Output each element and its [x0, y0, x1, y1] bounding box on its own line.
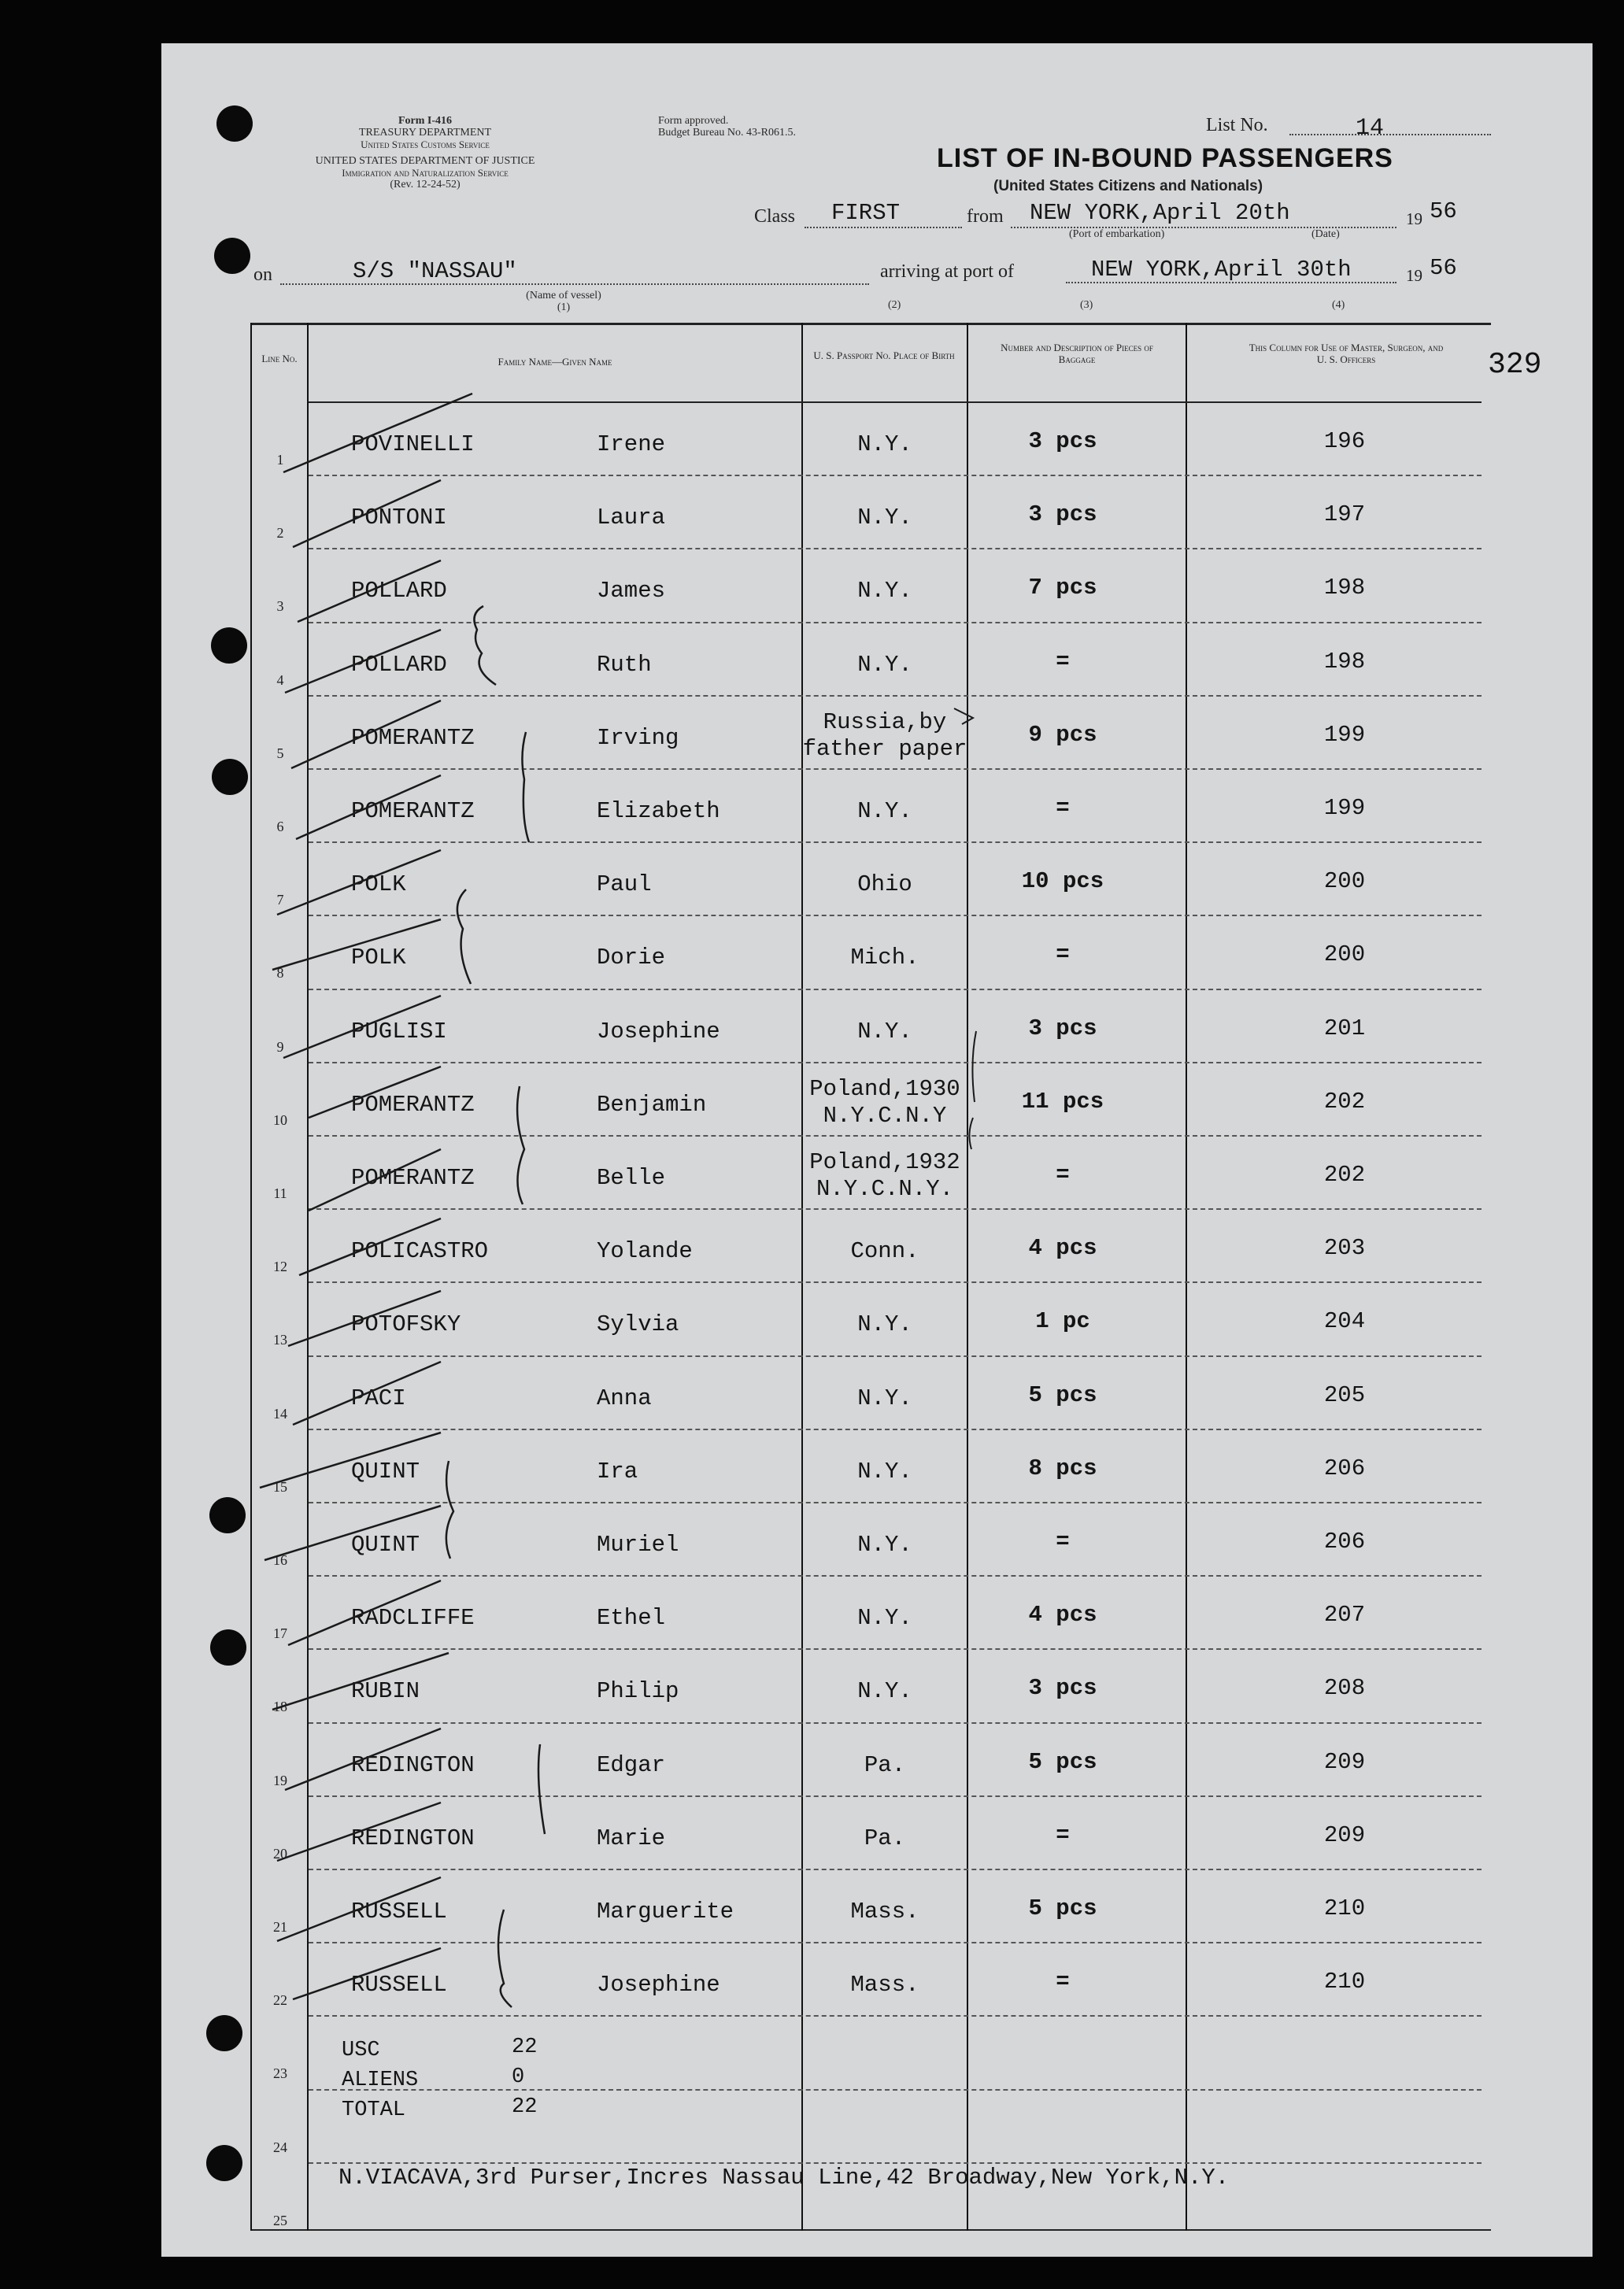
column-ref-2: (2): [888, 299, 901, 311]
year-prefix-2: 19: [1406, 266, 1422, 285]
column-ref-4: (4): [1332, 299, 1345, 311]
line-number: 13: [273, 1332, 287, 1348]
form-number: Form I-416: [398, 115, 453, 127]
place-of-birth: Russia,by: [823, 708, 947, 735]
officer-number: 210: [1323, 1969, 1366, 1995]
place-of-birth: Mich.: [850, 945, 919, 971]
given-name: Philip: [597, 1678, 679, 1705]
officer-number: 198: [1323, 575, 1366, 601]
place-of-birth: Poland,1930: [809, 1075, 960, 1102]
row-divider: [309, 548, 1482, 549]
from-label: from: [967, 206, 1004, 227]
baggage-count: 3 pcs: [1028, 428, 1097, 454]
officer-number: 200: [1323, 941, 1366, 968]
place-of-birth: Pa.: [864, 1751, 906, 1778]
family-name: POMERANTZ: [351, 1091, 475, 1118]
punch-hole: [206, 2145, 242, 2181]
baggage-count: =: [1056, 648, 1070, 675]
form-header-left: [252, 115, 598, 190]
place-of-birth: Pa.: [864, 1825, 906, 1851]
family-name: POLLARD: [351, 578, 447, 605]
family-name: QUINT: [351, 1532, 420, 1558]
place-of-birth: Conn.: [850, 1238, 919, 1265]
page-title: LIST OF IN-BOUND PASSENGERS: [937, 143, 1393, 173]
place-of-birth-detail: N.Y.C.N.Y: [823, 1102, 947, 1129]
vessel-caption-text: (Name of vessel): [526, 290, 601, 301]
dept-treasury-sub: United States Customs Service: [361, 139, 490, 150]
officer-number: 205: [1323, 1381, 1366, 1408]
year-value-1: 56: [1430, 198, 1457, 224]
officer-number: 207: [1323, 1602, 1366, 1629]
officer-number: 206: [1323, 1455, 1366, 1481]
arriving-value: NEW YORK,April 30th: [1091, 257, 1352, 283]
line-number: 14: [273, 1405, 287, 1422]
family-name: POTOFSKY: [351, 1311, 461, 1338]
page-subtitle: (United States Citizens and Nationals): [993, 178, 1263, 194]
place-of-birth: N.Y.: [857, 651, 912, 678]
officer-number: 198: [1323, 648, 1366, 675]
place-of-birth: Poland,1932: [809, 1149, 960, 1175]
family-name: PACI: [351, 1385, 406, 1411]
row-divider: [309, 2162, 1482, 2164]
given-name: Anna: [597, 1385, 652, 1411]
given-name: Belle: [597, 1165, 666, 1191]
officer-number: 197: [1323, 501, 1366, 528]
place-of-birth: N.Y.: [857, 1018, 912, 1045]
officer-number: 209: [1323, 1821, 1366, 1848]
baggage-count: 5 pcs: [1028, 1748, 1097, 1775]
baggage-count: =: [1056, 1529, 1070, 1555]
place-of-birth: N.Y.: [857, 1678, 912, 1705]
place-of-birth-detail: N.Y.C.N.Y.: [816, 1176, 954, 1202]
baggage-count: =: [1056, 1162, 1070, 1188]
given-name: Edgar: [597, 1751, 666, 1778]
row-divider: [309, 475, 1482, 476]
baggage-count: =: [1056, 1821, 1070, 1848]
total-value: 22: [512, 2036, 538, 2059]
row-divider: [309, 1062, 1482, 1063]
col-divider-passport: [967, 323, 968, 2231]
baggage-count: =: [1056, 941, 1070, 968]
column-ref-1: (1): [557, 301, 571, 313]
place-of-birth: N.Y.: [857, 505, 912, 531]
line-number: 5: [276, 745, 284, 761]
arriving-label: arriving at port of: [880, 261, 1014, 282]
baggage-count: 3 pcs: [1028, 501, 1097, 528]
line-number: 25: [273, 2212, 287, 2228]
place-of-birth: N.Y.: [857, 1385, 912, 1411]
row-divider: [309, 1208, 1482, 1210]
col-divider-line: [307, 323, 309, 2231]
total-label: TOTAL: [342, 2099, 406, 2122]
column-ref-3: (3): [1080, 299, 1093, 311]
total-value: 22: [512, 2095, 538, 2119]
table-top-border: [250, 323, 1491, 325]
given-name: Laura: [597, 505, 666, 531]
line-number: 7: [276, 892, 284, 908]
officer-number: 202: [1323, 1088, 1366, 1115]
officer-number: 196: [1323, 428, 1366, 454]
baggage-count: 8 pcs: [1028, 1455, 1097, 1481]
row-divider: [309, 1795, 1482, 1797]
officer-number: 210: [1323, 1895, 1366, 1921]
family-name: REDINGTON: [351, 1825, 475, 1851]
family-name: POLLARD: [351, 651, 447, 678]
col-header-line: Line No.: [261, 353, 298, 364]
place-of-birth: Ohio: [857, 871, 912, 898]
col-header-baggage: Number and Description of Pieces of Baggage: [1001, 342, 1153, 365]
punch-hole: [216, 105, 253, 142]
header-bottom-border: [309, 401, 1482, 403]
punch-hole: [212, 759, 248, 795]
place-of-birth: Mass.: [850, 1972, 919, 1999]
line-number: 4: [276, 671, 284, 688]
family-name: POMERANTZ: [351, 1165, 475, 1191]
place-of-birth: Mass.: [850, 1899, 919, 1925]
place-of-birth: N.Y.: [857, 1532, 912, 1558]
line-number: 24: [273, 2139, 287, 2155]
baggage-count: 4 pcs: [1028, 1602, 1097, 1629]
given-name: Marguerite: [597, 1899, 734, 1925]
line-number: 3: [276, 598, 284, 615]
given-name: Dorie: [597, 945, 666, 971]
baggage-count: 3 pcs: [1028, 1015, 1097, 1041]
baggage-count: 11 pcs: [1021, 1088, 1104, 1115]
list-no-line: [1289, 134, 1491, 135]
date-caption: (Date): [1311, 228, 1340, 240]
officer-number: 199: [1323, 721, 1366, 748]
line-number: 9: [276, 1038, 284, 1055]
officer-number: 200: [1323, 868, 1366, 895]
officer-number: 208: [1323, 1675, 1366, 1702]
table-bottom-border: [250, 2229, 1491, 2231]
port-caption: (Port of embarkation): [1069, 228, 1165, 240]
baggage-count: 7 pcs: [1028, 575, 1097, 601]
family-name: RADCLIFFE: [351, 1605, 475, 1632]
class-line: [805, 227, 962, 228]
given-name: Irene: [597, 431, 666, 457]
baggage-count: =: [1056, 795, 1070, 821]
form-approved: Form approved.: [658, 115, 729, 127]
punch-hole: [206, 2015, 242, 2051]
from-value: NEW YORK,April 20th: [1030, 200, 1290, 226]
page-number: 329: [1488, 348, 1542, 382]
given-name: Paul: [597, 871, 652, 898]
place-of-birth: N.Y.: [857, 1458, 912, 1485]
dept-justice-sub: Immigration and Naturalization Service: [342, 167, 509, 179]
line-number: 6: [276, 819, 284, 834]
year-value-2: 56: [1430, 255, 1457, 281]
punch-hole: [211, 627, 247, 664]
officer-number: 206: [1323, 1529, 1366, 1555]
line-number: 10: [273, 1111, 287, 1128]
row-divider: [309, 1429, 1482, 1430]
vessel-name: S/S "NASSAU": [353, 258, 517, 284]
total-value: 0: [512, 2065, 525, 2089]
punch-hole: [209, 1497, 246, 1533]
row-divider: [309, 1942, 1482, 1943]
list-no-value: 14: [1356, 115, 1385, 142]
on-label: on: [253, 264, 272, 285]
form-approval: [658, 115, 796, 139]
row-divider: [309, 1648, 1482, 1650]
officer-number: 201: [1323, 1015, 1366, 1041]
line-number: 2: [276, 525, 284, 542]
row-divider: [309, 1355, 1482, 1357]
family-name: POVINELLI: [351, 431, 475, 457]
given-name: Josephine: [597, 1972, 720, 1999]
baggage-count: 1 pc: [1035, 1308, 1090, 1335]
given-name: Ethel: [597, 1605, 666, 1632]
given-name: Ruth: [597, 651, 652, 678]
form-revision: (Rev. 12-24-52): [390, 179, 461, 190]
family-name: PUGLISI: [351, 1018, 447, 1045]
officer-number: 202: [1323, 1162, 1366, 1188]
line-number: 18: [273, 1699, 287, 1715]
line-number: 1: [276, 452, 284, 468]
row-divider: [309, 1135, 1482, 1137]
row-divider: [309, 1575, 1482, 1577]
line-number: 12: [273, 1259, 287, 1275]
baggage-count: 4 pcs: [1028, 1235, 1097, 1262]
given-name: Josephine: [597, 1018, 720, 1045]
table-left-border: [250, 323, 252, 2231]
officer-number: 203: [1323, 1235, 1366, 1262]
family-name: POLK: [351, 871, 406, 898]
baggage-count: =: [1056, 1969, 1070, 1995]
punch-hole: [214, 238, 250, 274]
officer-number: 204: [1323, 1308, 1366, 1335]
family-name: PONTONI: [351, 505, 447, 531]
family-name: POLICASTRO: [351, 1238, 489, 1265]
vessel-caption: [516, 290, 611, 313]
baggage-count: 9 pcs: [1028, 721, 1097, 748]
baggage-count: 5 pcs: [1028, 1895, 1097, 1921]
place-of-birth: N.Y.: [857, 431, 912, 457]
place-of-birth-detail: father paper: [802, 735, 967, 762]
family-name: REDINGTON: [351, 1751, 475, 1778]
given-name: Muriel: [597, 1532, 679, 1558]
given-name: Ira: [597, 1458, 638, 1485]
line-number: 11: [273, 1185, 287, 1201]
line-number: 22: [273, 1992, 287, 2009]
given-name: Sylvia: [597, 1311, 679, 1338]
line-number: 15: [273, 1478, 287, 1495]
line-number: 21: [273, 1919, 287, 1935]
row-divider: [309, 989, 1482, 990]
row-divider: [309, 2089, 1482, 2091]
row-divider: [309, 1722, 1482, 1724]
family-name: RUSSELL: [351, 1972, 447, 1999]
class-label: Class: [754, 206, 796, 227]
given-name: Yolande: [597, 1238, 693, 1265]
col-divider-baggage: [1186, 323, 1187, 2231]
baggage-count: 5 pcs: [1028, 1381, 1097, 1408]
family-name: QUINT: [351, 1458, 420, 1485]
given-name: Elizabeth: [597, 798, 720, 824]
row-divider: [309, 695, 1482, 697]
row-divider: [309, 841, 1482, 843]
given-name: Irving: [597, 724, 679, 751]
dept-justice: UNITED STATES DEPARTMENT OF JUSTICE: [315, 155, 535, 167]
family-name: POLK: [351, 945, 406, 971]
family-name: POMERANTZ: [351, 724, 475, 751]
place-of-birth: N.Y.: [857, 578, 912, 605]
list-no-label: List No.: [1206, 115, 1268, 135]
baggage-count: 3 pcs: [1028, 1675, 1097, 1702]
total-label: USC: [342, 2039, 380, 2062]
row-divider: [309, 768, 1482, 770]
row-divider: [309, 1502, 1482, 1503]
line-number: 17: [273, 1625, 287, 1642]
row-divider: [309, 915, 1482, 916]
class-value: FIRST: [831, 200, 901, 226]
line-number: 8: [276, 965, 284, 982]
line-number: 16: [273, 1552, 287, 1568]
budget-bureau: Budget Bureau No. 43-R061.5.: [658, 127, 796, 139]
officer-number: 199: [1323, 795, 1366, 821]
place-of-birth: N.Y.: [857, 1605, 912, 1632]
year-prefix-1: 19: [1406, 209, 1422, 228]
line-number: 23: [273, 2065, 287, 2082]
line-number: 19: [273, 1772, 287, 1788]
family-name: POMERANTZ: [351, 798, 475, 824]
total-label: ALIENS: [342, 2069, 419, 2092]
col-header-officers: This Column for Use of Master, Surgeon, and U. S. Officers: [1249, 342, 1444, 365]
row-divider: [309, 622, 1482, 623]
line-number: 20: [273, 1845, 287, 1862]
col-divider-name: [801, 323, 803, 2231]
col-header-name: Family Name—Given Name: [498, 356, 612, 368]
baggage-count: 10 pcs: [1021, 868, 1104, 895]
family-name: RUBIN: [351, 1678, 420, 1705]
row-divider: [309, 1281, 1482, 1283]
family-name: RUSSELL: [351, 1899, 447, 1925]
place-of-birth: N.Y.: [857, 798, 912, 824]
officer-number: 209: [1323, 1748, 1366, 1775]
dept-treasury: TREASURY DEPARTMENT: [358, 127, 492, 139]
given-name: Marie: [597, 1825, 666, 1851]
row-divider: [309, 1869, 1482, 1870]
given-name: James: [597, 578, 666, 605]
row-divider: [309, 2015, 1482, 2017]
punch-hole: [210, 1629, 246, 1666]
place-of-birth: N.Y.: [857, 1311, 912, 1338]
purser-signature: N.VIACAVA,3rd Purser,Incres Nassau Line,42 Broadway,New York,N.Y.: [338, 2165, 1230, 2191]
given-name: Benjamin: [597, 1091, 707, 1118]
col-header-passport: U. S. Passport No. Place of Birth: [813, 349, 955, 361]
